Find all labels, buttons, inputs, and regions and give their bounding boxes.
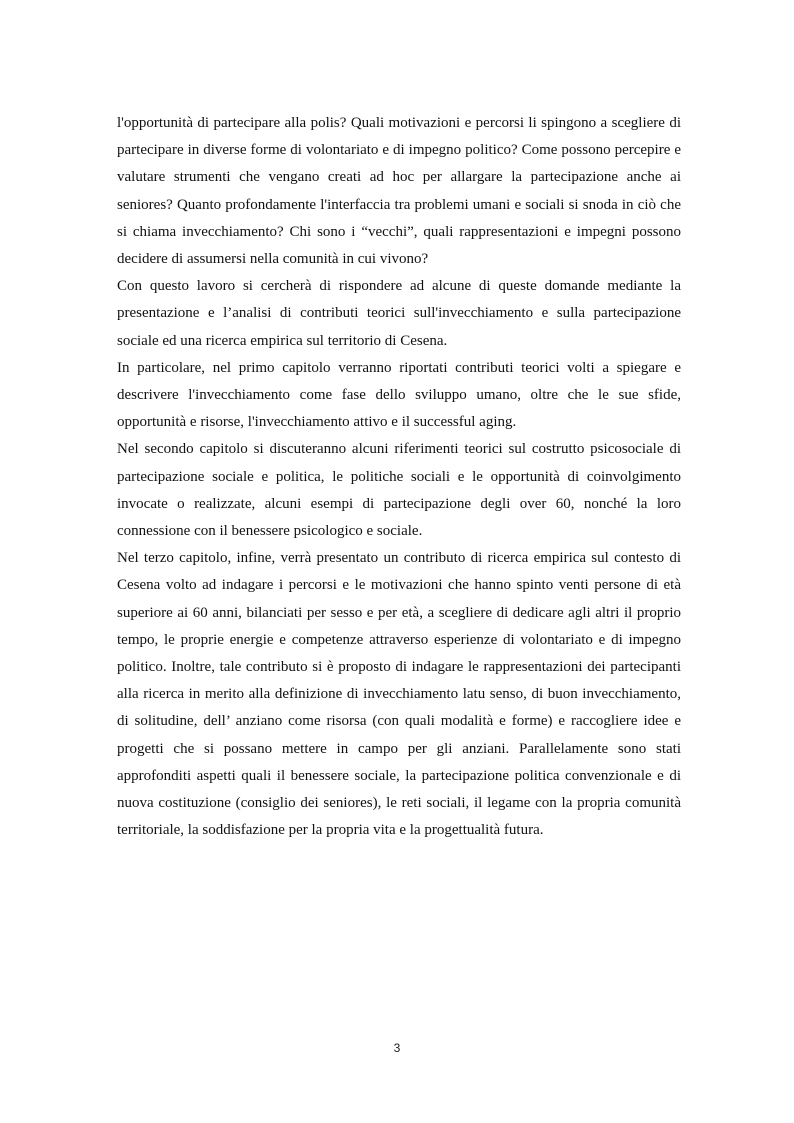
- paragraph-work-aim: Con questo lavoro si cercherà di rispondere ad alcune di queste domande mediante la presentazione e l’analisi di contributi teorici sull'invecchiamento e sulla partecipazione sociale ed una ricerca empirica sul territorio di Cesena.: [117, 278, 681, 349]
- paragraph-intro-questions: l'opportunità di partecipare alla polis? Quali motivazioni e percorsi li spingono a scegliere di partecipare in diverse forme di volontariato e di impegno politico? Come possono percepire e valutare strumenti che vengano creati ad hoc per allargare la partecipazione anche ai seniores? Quanto profondamente l'interfaccia tra problemi umani e sociali si snoda in ciò che si chiama invecchiamento? Chi sono i “vecchi”, quali rappresentazioni e impegni possono decidere di assumersi nella comunità in cui vivono?: [117, 115, 681, 268]
- body-text: [117, 110, 681, 844]
- paragraph-chapter-one: In particolare, nel primo capitolo verranno riportati contributi teorici volti a spiegare e descrivere l'invecchiamento come fase dello sviluppo umano, oltre che le sue sfide, opportunità e risorse, l'invecchiamento attivo e il successful aging.: [117, 359, 681, 431]
- paragraph-chapter-three: Nel terzo capitolo, infine, verrà presentato un contributo di ricerca empirica sul contesto di Cesena volto ad indagare i percorsi e le motivazioni che hanno spinto venti persone di età superiore ai 60 anni, bilanciati per sesso e per età, a scegliere di dedicare agli altri il proprio tempo, le proprie energie e competenze attraverso esperienze di volontariato e di impegno politico. Inoltre, tale contributo si è proposto di indagare le rappresentazioni dei partecipanti alla ricerca in merito alla definizione di invecchiamento latu senso, di buon invecchiamento, di solitudine, dell’ anziano come risorsa (con quali modalità e forme) e raccogliere idee e progetti che si possano mettere in campo per gli anziani. Parallelamente sono stati approfonditi aspetti quali il benessere sociale, la partecipazione politica convenzionale e di nuova costituzione (consiglio dei seniores), le reti sociali, il legame con la propria comunità territoriale, la soddisfazione per la propria vita e la progettualità futura.: [117, 550, 681, 839]
- page-number: 3: [393, 1041, 401, 1055]
- paragraph-chapter-two: Nel secondo capitolo si discuteranno alcuni riferimenti teorici sul costrutto psicosociale di partecipazione sociale e politica, le politiche sociali e le opportunità di coinvolgimento invocate o realizzate, alcuni esempi di partecipazione degli over 60, nonché la loro connessione con il benessere psicologico e sociale.: [117, 441, 681, 540]
